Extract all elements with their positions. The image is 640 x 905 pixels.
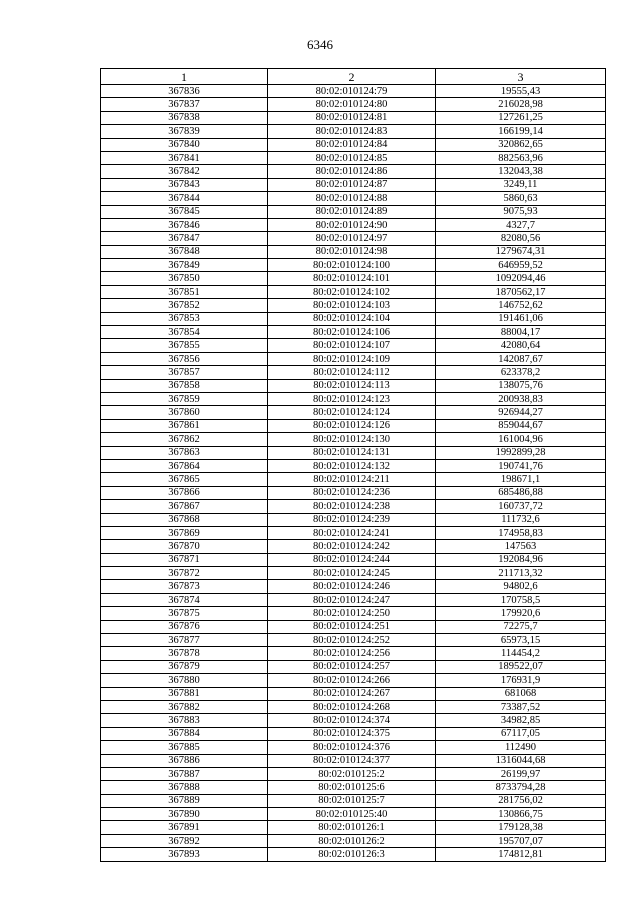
cadastral-number-cell: 80:02:010124:88 [268,192,436,205]
row-number-cell: 367862 [101,433,268,446]
cadastral-number-cell: 80:02:010124:81 [268,111,436,124]
cadastral-number-cell: 80:02:010124:90 [268,218,436,231]
table-row [101,379,606,392]
table-row [101,620,606,633]
row-number-cell: 367847 [101,232,268,245]
row-number-cell: 367860 [101,406,268,419]
value-cell: 623378,2 [436,366,606,379]
cadastral-number-cell: 80:02:010124:112 [268,366,436,379]
row-number-cell: 367863 [101,446,268,459]
row-number-cell: 367877 [101,634,268,647]
table-row [101,245,606,258]
cadastral-number-cell: 80:02:010124:267 [268,687,436,700]
column-header-2: 2 [268,69,436,85]
table-row [101,687,606,700]
cadastral-number-cell: 80:02:010124:257 [268,660,436,673]
table-row [101,567,606,580]
table-row [101,593,606,606]
column-header-3: 3 [436,69,606,85]
row-number-cell: 367849 [101,259,268,272]
table-row [101,526,606,539]
cadastral-number-cell: 80:02:010124:268 [268,700,436,713]
row-number-cell: 367873 [101,580,268,593]
cadastral-number-cell: 80:02:010124:84 [268,138,436,151]
table-row [101,808,606,821]
value-cell: 190741,76 [436,459,606,472]
cadastral-number-cell: 80:02:010125:7 [268,794,436,807]
value-cell: 646959,52 [436,259,606,272]
table-row [101,272,606,285]
value-cell: 34982,85 [436,714,606,727]
cadastral-number-cell: 80:02:010124:238 [268,500,436,513]
value-cell: 179128,38 [436,821,606,834]
table-row [101,178,606,191]
value-cell: 195707,07 [436,834,606,847]
row-number-cell: 367854 [101,326,268,339]
value-cell: 179920,6 [436,607,606,620]
cadastral-number-cell: 80:02:010124:124 [268,406,436,419]
data-table [100,68,606,862]
row-number-cell: 367837 [101,98,268,111]
row-number-cell: 367880 [101,674,268,687]
cadastral-number-cell: 80:02:010124:102 [268,285,436,298]
table-row [101,259,606,272]
table-row [101,473,606,486]
value-cell: 111732,6 [436,513,606,526]
table-row [101,607,606,620]
cadastral-number-cell: 80:02:010124:245 [268,567,436,580]
table-row [101,138,606,151]
value-cell: 8733794,28 [436,781,606,794]
table-row [101,285,606,298]
table-row [101,192,606,205]
value-cell: 42080,64 [436,339,606,352]
value-cell: 176931,9 [436,674,606,687]
value-cell: 200938,83 [436,392,606,405]
value-cell: 1279674,31 [436,245,606,258]
value-cell: 146752,62 [436,299,606,312]
table-row [101,433,606,446]
table-row [101,540,606,553]
row-number-cell: 367869 [101,526,268,539]
row-number-cell: 367838 [101,111,268,124]
table-row [101,580,606,593]
row-number-cell: 367890 [101,808,268,821]
row-number-cell: 367839 [101,125,268,138]
cadastral-number-cell: 80:02:010124:242 [268,540,436,553]
cadastral-number-cell: 80:02:010125:40 [268,808,436,821]
table-row [101,151,606,164]
table-row [101,834,606,847]
cadastral-number-cell: 80:02:010124:79 [268,85,436,98]
cadastral-number-cell: 80:02:010124:106 [268,326,436,339]
row-number-cell: 367868 [101,513,268,526]
row-number-cell: 367887 [101,767,268,780]
value-cell: 3249,11 [436,178,606,191]
column-header-1: 1 [101,69,268,85]
cadastral-number-cell: 80:02:010124:374 [268,714,436,727]
value-cell: 4327,7 [436,218,606,231]
table-body [101,85,606,862]
value-cell: 147563 [436,540,606,553]
row-number-cell: 367883 [101,714,268,727]
table-row [101,634,606,647]
row-number-cell: 367889 [101,794,268,807]
table-row [101,500,606,513]
row-number-cell: 367874 [101,593,268,606]
row-number-cell: 367859 [101,392,268,405]
table-row [101,781,606,794]
cadastral-number-cell: 80:02:010124:86 [268,165,436,178]
cadastral-number-cell: 80:02:010124:80 [268,98,436,111]
row-number-cell: 367886 [101,754,268,767]
cadastral-number-cell: 80:02:010124:236 [268,486,436,499]
row-number-cell: 367878 [101,647,268,660]
row-number-cell: 367875 [101,607,268,620]
value-cell: 1092094,46 [436,272,606,285]
cadastral-number-cell: 80:02:010124:101 [268,272,436,285]
row-number-cell: 367870 [101,540,268,553]
value-cell: 859044,67 [436,419,606,432]
value-cell: 320862,65 [436,138,606,151]
table-row [101,714,606,727]
table-row [101,218,606,231]
value-cell: 681068 [436,687,606,700]
table-row [101,674,606,687]
row-number-cell: 367866 [101,486,268,499]
cadastral-number-cell: 80:02:010124:211 [268,473,436,486]
cadastral-number-cell: 80:02:010124:266 [268,674,436,687]
table-row [101,767,606,780]
row-number-cell: 367850 [101,272,268,285]
value-cell: 882563,96 [436,151,606,164]
table-row [101,111,606,124]
value-cell: 73387,52 [436,700,606,713]
cadastral-number-cell: 80:02:010124:132 [268,459,436,472]
row-number-cell: 367885 [101,741,268,754]
cadastral-number-cell: 80:02:010124:85 [268,151,436,164]
cadastral-number-cell: 80:02:010124:376 [268,741,436,754]
cadastral-number-cell: 80:02:010125:2 [268,767,436,780]
table-row [101,513,606,526]
cadastral-number-cell: 80:02:010124:375 [268,727,436,740]
table-row [101,98,606,111]
value-cell: 82080,56 [436,232,606,245]
cadastral-number-cell: 80:02:010124:103 [268,299,436,312]
value-cell: 211713,32 [436,567,606,580]
row-number-cell: 367851 [101,285,268,298]
cadastral-number-cell: 80:02:010124:107 [268,339,436,352]
row-number-cell: 367846 [101,218,268,231]
value-cell: 72275,7 [436,620,606,633]
table-row [101,647,606,660]
table-row [101,125,606,138]
value-cell: 198671,1 [436,473,606,486]
cadastral-number-cell: 80:02:010124:97 [268,232,436,245]
value-cell: 88004,17 [436,326,606,339]
cadastral-number-cell: 80:02:010124:251 [268,620,436,633]
row-number-cell: 367856 [101,352,268,365]
value-cell: 170758,5 [436,593,606,606]
cadastral-number-cell: 80:02:010124:256 [268,647,436,660]
row-number-cell: 367841 [101,151,268,164]
row-number-cell: 367844 [101,192,268,205]
table-row [101,660,606,673]
cadastral-number-cell: 80:02:010124:252 [268,634,436,647]
row-number-cell: 367867 [101,500,268,513]
value-cell: 1992899,28 [436,446,606,459]
value-cell: 65973,15 [436,634,606,647]
cadastral-number-cell: 80:02:010124:126 [268,419,436,432]
table-row [101,352,606,365]
cadastral-number-cell: 80:02:010126:3 [268,848,436,861]
row-number-cell: 367840 [101,138,268,151]
cadastral-number-cell: 80:02:010124:131 [268,446,436,459]
table-row [101,85,606,98]
value-cell: 926944,27 [436,406,606,419]
cadastral-number-cell: 80:02:010124:239 [268,513,436,526]
row-number-cell: 367843 [101,178,268,191]
row-number-cell: 367857 [101,366,268,379]
row-number-cell: 367855 [101,339,268,352]
cadastral-number-cell: 80:02:010124:130 [268,433,436,446]
cadastral-number-cell: 80:02:010125:6 [268,781,436,794]
value-cell: 130866,75 [436,808,606,821]
value-cell: 281756,02 [436,794,606,807]
table-row [101,446,606,459]
value-cell: 174958,83 [436,526,606,539]
table-row [101,165,606,178]
row-number-cell: 367845 [101,205,268,218]
table-row [101,392,606,405]
value-cell: 138075,76 [436,379,606,392]
value-cell: 9075,93 [436,205,606,218]
cadastral-number-cell: 80:02:010126:1 [268,821,436,834]
value-cell: 685486,88 [436,486,606,499]
value-cell: 1870562,17 [436,285,606,298]
row-number-cell: 367853 [101,312,268,325]
cadastral-number-cell: 80:02:010124:247 [268,593,436,606]
row-number-cell: 367836 [101,85,268,98]
value-cell: 161004,96 [436,433,606,446]
table-row [101,821,606,834]
table-row [101,419,606,432]
value-cell: 216028,98 [436,98,606,111]
row-number-cell: 367861 [101,419,268,432]
table-row [101,700,606,713]
cadastral-number-cell: 80:02:010124:246 [268,580,436,593]
row-number-cell: 367864 [101,459,268,472]
row-number-cell: 367848 [101,245,268,258]
value-cell: 127261,25 [436,111,606,124]
table-row [101,299,606,312]
value-cell: 174812,81 [436,848,606,861]
row-number-cell: 367876 [101,620,268,633]
cadastral-number-cell: 80:02:010124:98 [268,245,436,258]
table-row [101,848,606,861]
value-cell: 5860,63 [436,192,606,205]
value-cell: 1316044,68 [436,754,606,767]
cadastral-number-cell: 80:02:010124:100 [268,259,436,272]
value-cell: 114454,2 [436,647,606,660]
row-number-cell: 367858 [101,379,268,392]
value-cell: 67117,05 [436,727,606,740]
cadastral-number-cell: 80:02:010124:104 [268,312,436,325]
cadastral-number-cell: 80:02:010124:109 [268,352,436,365]
header-row [101,69,606,85]
row-number-cell: 367891 [101,821,268,834]
row-number-cell: 367865 [101,473,268,486]
table-row [101,553,606,566]
cadastral-number-cell: 80:02:010124:83 [268,125,436,138]
table-row [101,326,606,339]
cadastral-number-cell: 80:02:010124:377 [268,754,436,767]
row-number-cell: 367888 [101,781,268,794]
table-row [101,339,606,352]
page-number: 6346 [307,37,333,52]
table-row [101,794,606,807]
table-row [101,754,606,767]
value-cell: 19555,43 [436,85,606,98]
row-number-cell: 367879 [101,660,268,673]
value-cell: 26199,97 [436,767,606,780]
row-number-cell: 367882 [101,700,268,713]
table-row [101,406,606,419]
value-cell: 191461,06 [436,312,606,325]
row-number-cell: 367893 [101,848,268,861]
row-number-cell: 367852 [101,299,268,312]
value-cell: 94802,6 [436,580,606,593]
value-cell: 112490 [436,741,606,754]
cadastral-number-cell: 80:02:010124:241 [268,526,436,539]
cadastral-number-cell: 80:02:010126:2 [268,834,436,847]
table-row [101,232,606,245]
table-row [101,366,606,379]
cadastral-number-cell: 80:02:010124:89 [268,205,436,218]
value-cell: 166199,14 [436,125,606,138]
table-row [101,312,606,325]
table-row [101,486,606,499]
value-cell: 160737,72 [436,500,606,513]
row-number-cell: 367872 [101,567,268,580]
table-row [101,727,606,740]
row-number-cell: 367892 [101,834,268,847]
table-row [101,205,606,218]
cadastral-number-cell: 80:02:010124:123 [268,392,436,405]
row-number-cell: 367884 [101,727,268,740]
value-cell: 192084,96 [436,553,606,566]
table-row [101,741,606,754]
value-cell: 132043,38 [436,165,606,178]
row-number-cell: 367842 [101,165,268,178]
cadastral-number-cell: 80:02:010124:87 [268,178,436,191]
value-cell: 189522,07 [436,660,606,673]
table-header [101,69,606,85]
value-cell: 142087,67 [436,352,606,365]
cadastral-number-cell: 80:02:010124:250 [268,607,436,620]
cadastral-number-cell: 80:02:010124:244 [268,553,436,566]
cadastral-number-cell: 80:02:010124:113 [268,379,436,392]
table-row [101,459,606,472]
row-number-cell: 367881 [101,687,268,700]
row-number-cell: 367871 [101,553,268,566]
